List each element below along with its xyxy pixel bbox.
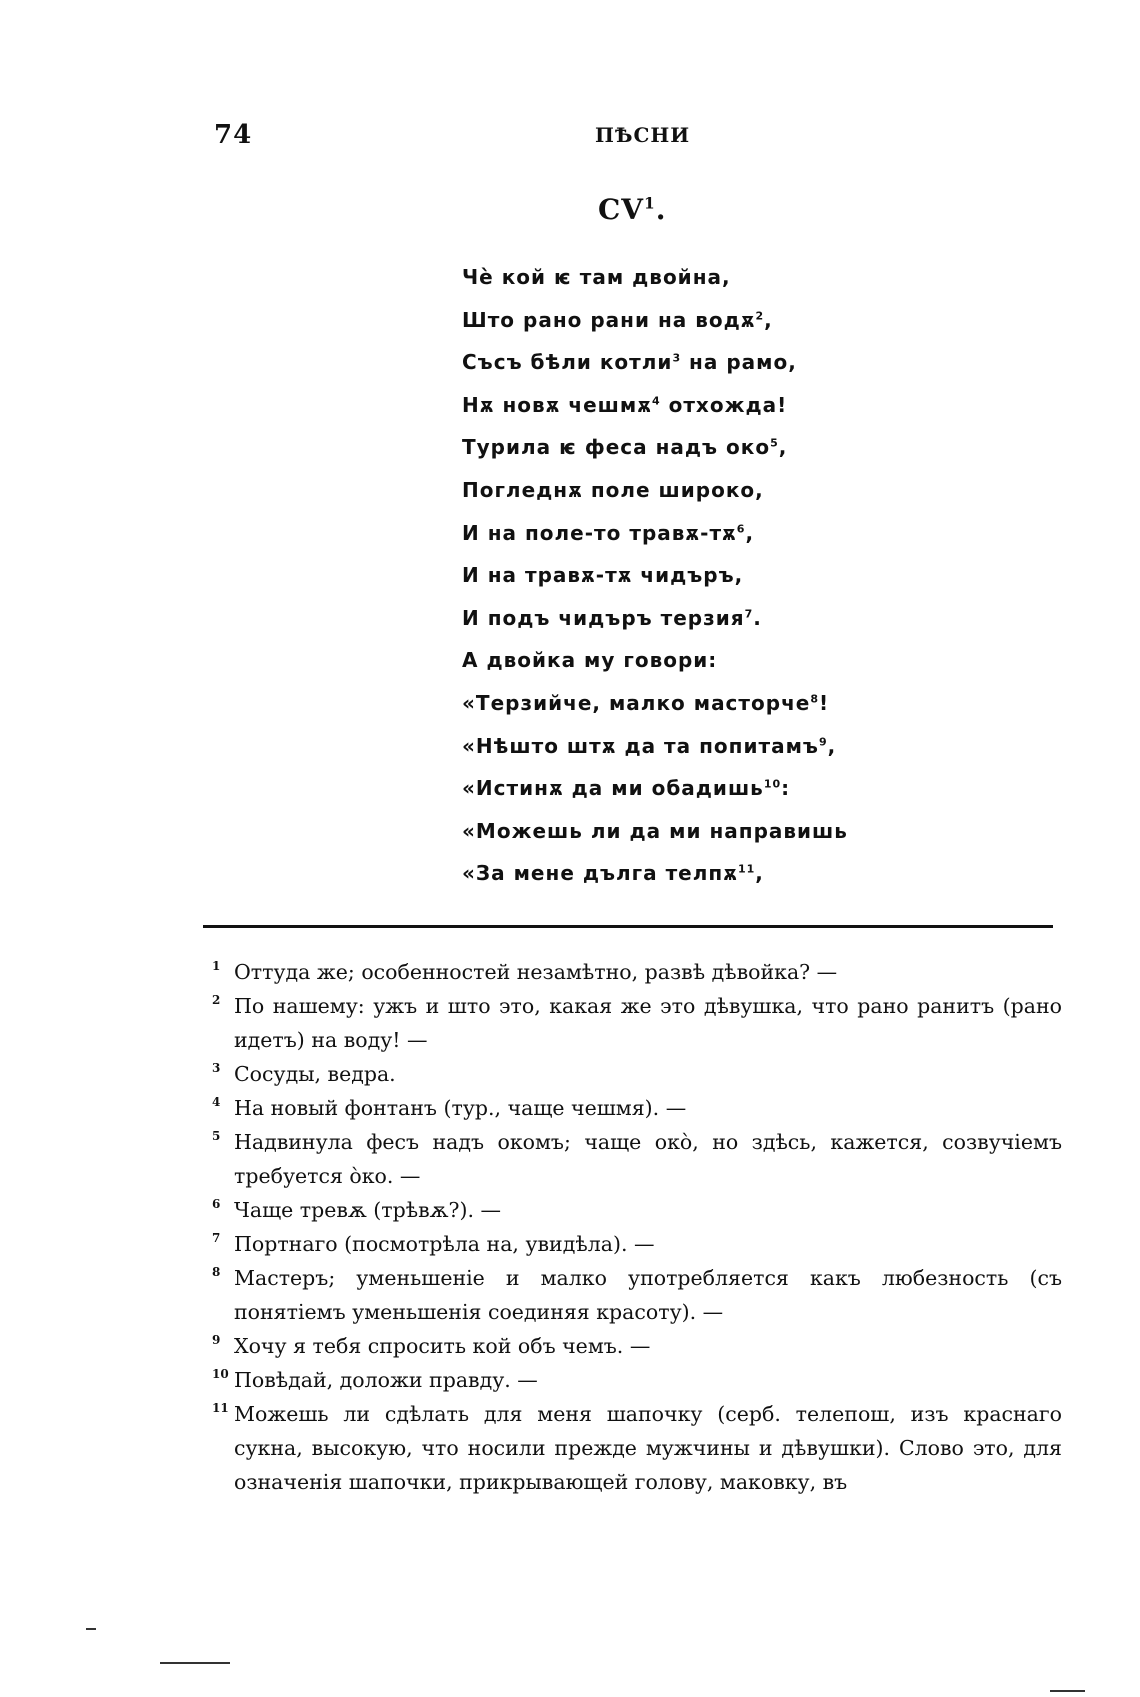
footnote-divider [203,925,1053,928]
song-heading [598,193,666,226]
footnote-mark: 6 [212,1197,221,1211]
footnote-text: Хочу я тебя спросить кой объ чемъ. — [234,1334,651,1358]
footnote [212,1193,1062,1227]
verse-line: Погледнѫ поле широко, [462,477,764,502]
footnote-mark: 3 [212,1061,221,1075]
scan-artifact [1050,1690,1085,1692]
footnote [212,1091,1062,1125]
song-number: CV [598,193,645,226]
footnote [212,955,1062,989]
verse-line: Турила ѥ феса надъ око$^5$, [462,435,788,460]
footnote-text: Надвинула фесъ надъ окомъ; чаще око̀, но здѣсь, кажется, созвучіемъ требуется о̀ко. — [234,1130,1062,1188]
footnote-mark: 2 [212,993,221,1007]
footnote-mark: 7 [212,1231,221,1245]
verse-line: «Истинѫ да ми обадишь$^{10}$: [462,776,791,801]
footnote-mark: 8 [212,1265,221,1279]
footnote-text: Мастеръ; уменьшеніе и малко употребляется какъ любезность (съ понятіемъ уменьшенія соединяя красоту). — [234,1266,1062,1324]
footnote [212,989,1062,1057]
verse-list [462,262,1022,901]
footnote-text: Портнаго (посмотрѣла на, увидѣла). — [234,1232,655,1256]
verse-line: «Можешь ли да ми направишь [462,818,848,843]
verse-line: А двойка му говори: [462,648,718,673]
footnote [212,1125,1062,1193]
footnote-text: Сосуды, ведра. [234,1062,396,1086]
footnote-text: Можешь ли сдѣлать для меня шапочку (серб. телепош, изъ краснаго сукна, высокую, что носили прежде мужчины и дѣвушки). Слово это, для означенія шапочки, прикрывающей голову, маковку, въ [234,1402,1062,1494]
footnote-mark: 11 [212,1401,229,1415]
page-number: 74 [214,120,253,150]
verse-line: И подъ чидъръ терзия$^7$. [462,605,762,630]
footnote [212,1227,1062,1261]
footnote-text: На новый фонтанъ (тур., чаще чешмя). — [234,1096,687,1120]
scan-artifact [160,1662,230,1664]
verse-line: Съсъ бѣли котли$^3$ на рамо, [462,350,797,375]
footnote-text: По нашему: ужъ и што это, какая же это дѣвушка, что рано ранитъ (рано идетъ) на воду! — [234,994,1062,1052]
footnote-list [212,955,1062,1499]
verse-line: «Терзийче, малко масторче$^8$! [462,690,830,715]
verse-line: И на поле-то травѫ-$тѫ^6$, [462,520,755,545]
verse-line: Чѐ кой ѥ там двойна, [462,265,731,289]
verse-line: И на травѫ-тѫ чидъръ, [462,563,744,588]
footnote-mark: 1 [212,959,221,973]
footnote-mark: 10 [212,1367,229,1381]
verse-line: Што ранo рани на водѫ$^2$, [462,307,773,332]
scan-artifact [86,1628,96,1630]
footnote [212,1397,1062,1499]
footnote [212,1057,1062,1091]
footnote [212,1363,1062,1397]
footnote-text: Оттуда же; особенностей незамѣтно, развѣ дѣвойка? — [234,960,838,984]
song-heading-note: 1 [644,194,656,213]
footnote-mark: 5 [212,1129,221,1143]
verse-line: Нѫ новѫ чешмѫ$^4$ отхожда! [462,392,788,417]
running-head: ПѢСНИ [595,123,691,147]
footnote [212,1261,1062,1329]
verse-line: «За мене дълга телпѫ$^{11}$, [462,861,764,886]
footnote-text: Повѣдай, доложи правду. — [234,1368,538,1392]
song-heading-end: . [655,193,667,226]
verse-line: «Нѣшто штѫ да та попитамъ$^9$, [462,733,837,758]
footnote [212,1329,1062,1363]
footnote-mark: 9 [212,1333,221,1347]
footnote-mark: 4 [212,1095,221,1109]
footnote-text: Чаще тревѫ (трѣвѫ?). — [234,1198,502,1222]
